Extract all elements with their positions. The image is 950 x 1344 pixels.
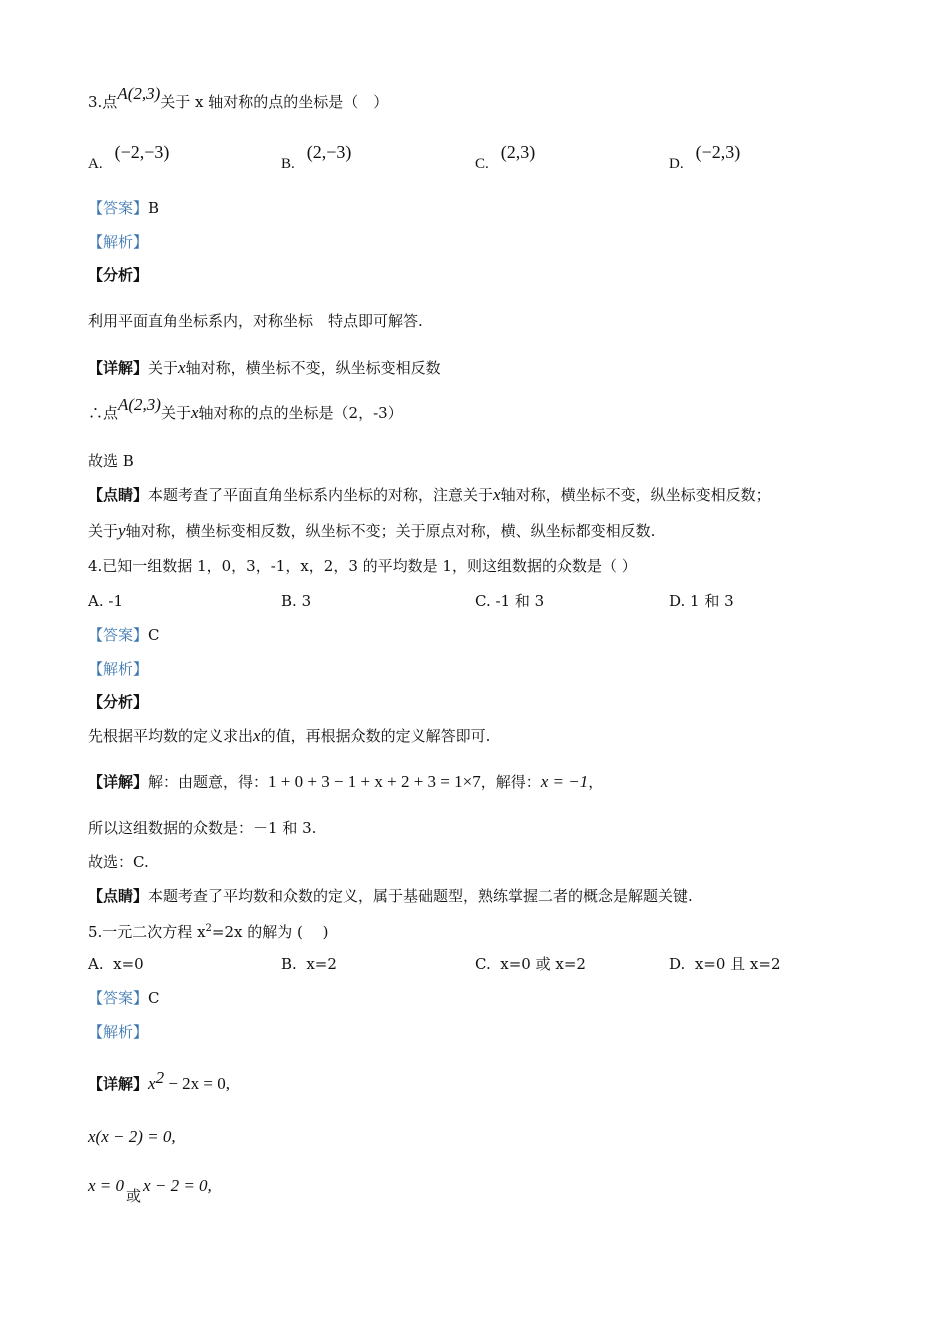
option-label: B.	[281, 156, 295, 172]
q5-answer	[88, 988, 160, 1008]
q3-stem	[88, 84, 389, 112]
q3-stem-rest: 关于 x 轴对称的点的坐标是（ ）	[160, 93, 389, 111]
q3-option-d	[669, 142, 741, 174]
option-value: -1	[108, 592, 124, 610]
q3-answer	[88, 198, 159, 218]
dianjing-tag: 【点睛】	[88, 486, 149, 504]
step1-rest: − 2x = 0,	[164, 1074, 230, 1093]
option-label: D.	[669, 156, 684, 172]
dianjing-text-1b: 轴对称，横坐标不变，纵坐标变相反数；	[500, 486, 771, 504]
q3-option-a	[88, 142, 170, 174]
step2-equation: x(x − 2) = 0,	[88, 1127, 176, 1146]
q4-choose	[88, 852, 149, 872]
fenxi-tag: 【分析】	[88, 693, 149, 711]
q4-option-d	[669, 591, 734, 611]
xiangjie-tag: 【详解】	[88, 773, 149, 791]
q3-xiangjie	[88, 358, 441, 378]
analysis-tag: 【解析】	[88, 1023, 149, 1041]
dianjing-text: 本题考查了平均数和众数的定义，属于基础题型，熟练掌握二者的概念是解题关键.	[148, 887, 693, 905]
dianjing-text-2b: 轴对称，横坐标变相反数，纵坐标不变；关于原点对称，横、纵坐标都变相反数.	[125, 522, 656, 540]
dianjing-text-2a: 关于	[88, 522, 119, 540]
therefore-text-b: 轴对称的点的坐标是（2，-3）	[198, 404, 403, 422]
step1-x: x	[148, 1074, 156, 1093]
option-value: x=2	[306, 955, 337, 973]
q5-option-c	[475, 954, 586, 974]
option-label: B.	[281, 592, 297, 610]
analysis-tag: 【解析】	[88, 233, 149, 251]
therefore-text: ∴点	[88, 404, 119, 422]
option-value: 1 和 3	[690, 592, 734, 610]
solution-equation: x = −1	[540, 772, 589, 791]
answer-tag: 【答案】	[88, 989, 149, 1007]
xiangjie-text-a: 关于	[148, 359, 179, 377]
option-value: x=0 且 x=2	[694, 955, 781, 973]
xiangjie-text-b: 轴对称，横坐标不变，纵坐标变相反数	[185, 359, 441, 377]
var-x: x	[493, 485, 501, 504]
var-x: x	[253, 726, 261, 745]
q4-dianjing	[88, 886, 693, 906]
option-label: D.	[669, 592, 686, 610]
q4-stem-text: 4.已知一组数据 1，0，3，-1，x，2，3 的平均数是 1，则这组数据的众数是（ ）	[88, 557, 637, 575]
analysis-tag: 【解析】	[88, 660, 149, 678]
dianjing-tag: 【点睛】	[88, 887, 149, 905]
q3-analysis-tag	[88, 232, 148, 252]
q3-choose	[88, 451, 134, 471]
q4-mode-line	[88, 818, 316, 838]
q5-option-d	[669, 954, 781, 974]
option-value: 3	[301, 592, 312, 610]
q4-option-b	[281, 591, 311, 611]
q3-therefore	[88, 395, 403, 423]
fenxi-tag: 【分析】	[88, 266, 149, 284]
q3-dianjing-1	[88, 485, 771, 505]
q5-step2	[88, 1127, 176, 1147]
answer-value: C	[148, 626, 160, 644]
q3-point-A: A(2,3)	[117, 84, 161, 103]
option-value: (2,3)	[500, 142, 536, 162]
option-label: A.	[88, 592, 104, 610]
q4-fenxi-text	[88, 726, 490, 746]
xiangjie-tag: 【详解】	[88, 359, 149, 377]
q3-fenxi-tag	[88, 265, 148, 285]
option-label: B.	[281, 955, 297, 973]
q5-stem-sup: 2	[205, 923, 212, 934]
xiangjie-text-c: ，	[588, 773, 604, 791]
choose-text: 故选：C.	[88, 853, 149, 871]
answer-value: C	[148, 989, 160, 1007]
step1-sup: 2	[155, 1068, 165, 1087]
q4-stem	[88, 556, 637, 576]
q5-option-b	[281, 954, 337, 974]
q4-option-c	[475, 591, 544, 611]
q4-xiangjie	[88, 772, 603, 792]
option-value: (2,−3)	[306, 142, 352, 162]
option-value: (−2,3)	[695, 142, 741, 162]
var-x: x	[191, 403, 199, 422]
xiangjie-text-b: ，解得：	[480, 773, 541, 791]
option-value: -1 和 3	[495, 592, 545, 610]
q5-stem-a: 5.一元二次方程 x	[88, 923, 206, 941]
option-value: x=0	[113, 955, 144, 973]
answer-tag: 【答案】	[88, 626, 149, 644]
q3-number: 3.点	[88, 93, 118, 111]
step3-or: 或	[126, 1187, 142, 1205]
therefore-point-A: A(2,3)	[118, 395, 161, 414]
q3-dianjing-2	[88, 521, 655, 541]
q3-fenxi-text	[88, 311, 423, 331]
option-label: C.	[475, 156, 489, 172]
xiangjie-tag: 【详解】	[88, 1075, 149, 1093]
option-label: C.	[475, 592, 491, 610]
option-label: A.	[88, 955, 104, 973]
therefore-text-a: 关于	[160, 404, 191, 422]
q5-xiangjie	[88, 1068, 230, 1094]
q5-option-a	[88, 954, 144, 974]
q5-analysis-tag	[88, 1022, 148, 1042]
mean-equation: 1 + 0 + 3 − 1 + x + 2 + 3 = 1×7	[268, 772, 481, 791]
q4-answer	[88, 625, 160, 645]
step3-equation-a: x = 0	[88, 1176, 125, 1195]
var-x: x	[178, 358, 186, 377]
q3-option-c	[475, 142, 536, 174]
q5-step3	[88, 1176, 212, 1205]
q4-option-a	[88, 591, 123, 611]
option-value: x=0 或 x=2	[500, 955, 586, 973]
option-label: D.	[669, 955, 686, 973]
answer-value: B	[148, 199, 160, 217]
q5-stem-b: =2x 的解为 ( )	[211, 923, 329, 941]
choose-text: 故选 B	[88, 452, 134, 470]
answer-tag: 【答案】	[88, 199, 149, 217]
q3-option-b	[281, 142, 352, 174]
q4-fenxi-tag	[88, 692, 148, 712]
q5-stem	[88, 919, 329, 942]
option-label: C.	[475, 955, 491, 973]
fenxi-text-b: 的值，再根据众数的定义解答即可.	[260, 727, 491, 745]
xiangjie-text-a: 解：由题意，得：	[148, 773, 269, 791]
fenxi-text-a: 先根据平均数的定义求出	[88, 727, 254, 745]
option-value: (−2,−3)	[114, 142, 170, 162]
mode-text: 所以这组数据的众数是：－1 和 3.	[88, 819, 317, 837]
step3-equation-b: x − 2 = 0,	[143, 1176, 212, 1195]
var-y: y	[118, 521, 126, 540]
dianjing-text-1a: 本题考查了平面直角坐标系内坐标的对称，注意关于	[148, 486, 494, 504]
option-label: A.	[88, 156, 103, 172]
q4-analysis-tag	[88, 659, 148, 679]
fenxi-text: 利用平面直角坐标系内，对称坐标 特点即可解答.	[88, 312, 423, 330]
